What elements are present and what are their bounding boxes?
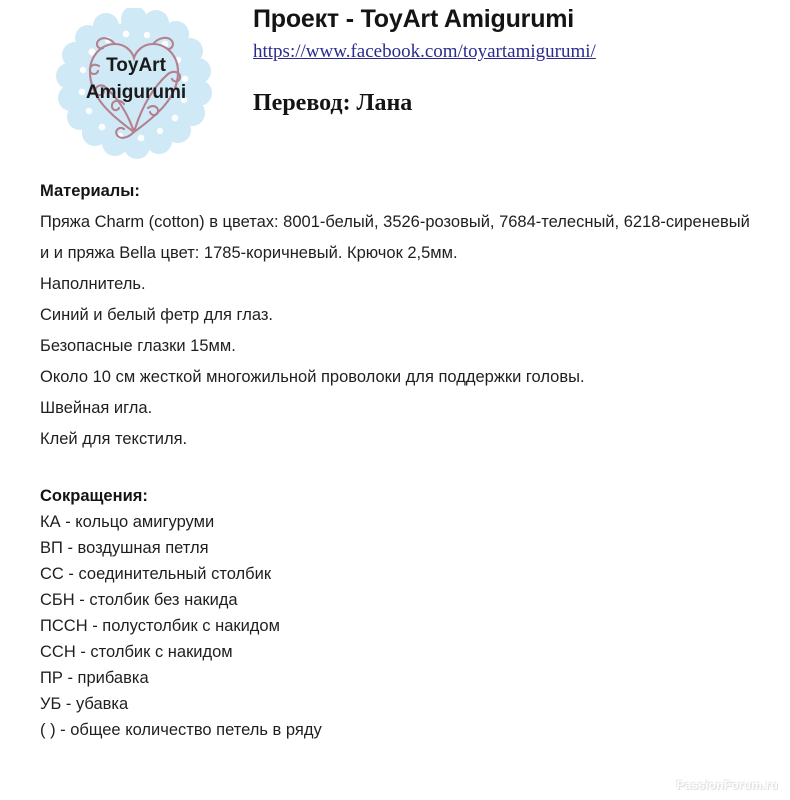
list-item: ПР - прибавка xyxy=(40,669,149,687)
facebook-link[interactable]: https://www.facebook.com/toyartamigurumi/ xyxy=(253,41,596,62)
list-item: ВП - воздушная петля xyxy=(40,539,209,557)
list-item: ПССН - полустолбик с накидом xyxy=(40,617,280,635)
list-item: КА - кольцо амигуруми xyxy=(40,513,215,531)
list-item: Безопасные глазки 15мм. xyxy=(40,337,236,355)
list-item: Пряжа Charm (cotton) в цветах: 8001-белый, 3526-розовый, 7684-телесный, 6218-сиреневый и и пряжа Bella цвет: 1785-коричневый. Крючок 2,5мм. xyxy=(40,213,750,262)
list-item: ( ) - общее количество петель в ряду xyxy=(40,721,322,739)
document-body xyxy=(40,176,754,743)
logo-line-1: ToyArt xyxy=(106,55,166,76)
list-item: Клей для текстиля. xyxy=(40,430,188,448)
site-watermark: PassionForum.ru xyxy=(676,778,778,792)
list-item: Швейная игла. xyxy=(40,399,153,417)
page-title: Проект - ToyArt Amigurumi xyxy=(253,5,575,33)
list-item: Наполнитель. xyxy=(40,275,146,293)
materials-list xyxy=(40,207,754,455)
document-header xyxy=(0,0,790,168)
list-item: Около 10 см жесткой многожильной проволоки для поддержки головы. xyxy=(40,368,585,386)
toyart-amigurumi-logo xyxy=(56,8,212,160)
list-item: УБ - убавка xyxy=(40,695,129,713)
materials-section xyxy=(40,176,754,455)
header-text-block xyxy=(253,4,773,118)
list-item: СБН - столбик без накида xyxy=(40,591,238,609)
list-item: ССН - столбик с накидом xyxy=(40,643,233,661)
abbreviations-list xyxy=(40,509,754,743)
abbreviations-heading: Сокращения: xyxy=(40,487,148,505)
logo-line-2: Amigurumi xyxy=(85,82,187,103)
list-item: СС - соединительный столбик xyxy=(40,565,272,583)
materials-heading: Материалы: xyxy=(40,182,140,200)
translator-credit: Перевод: Лана xyxy=(253,90,413,116)
abbreviations-section xyxy=(40,483,754,743)
list-item: Синий и белый фетр для глаз. xyxy=(40,306,273,324)
